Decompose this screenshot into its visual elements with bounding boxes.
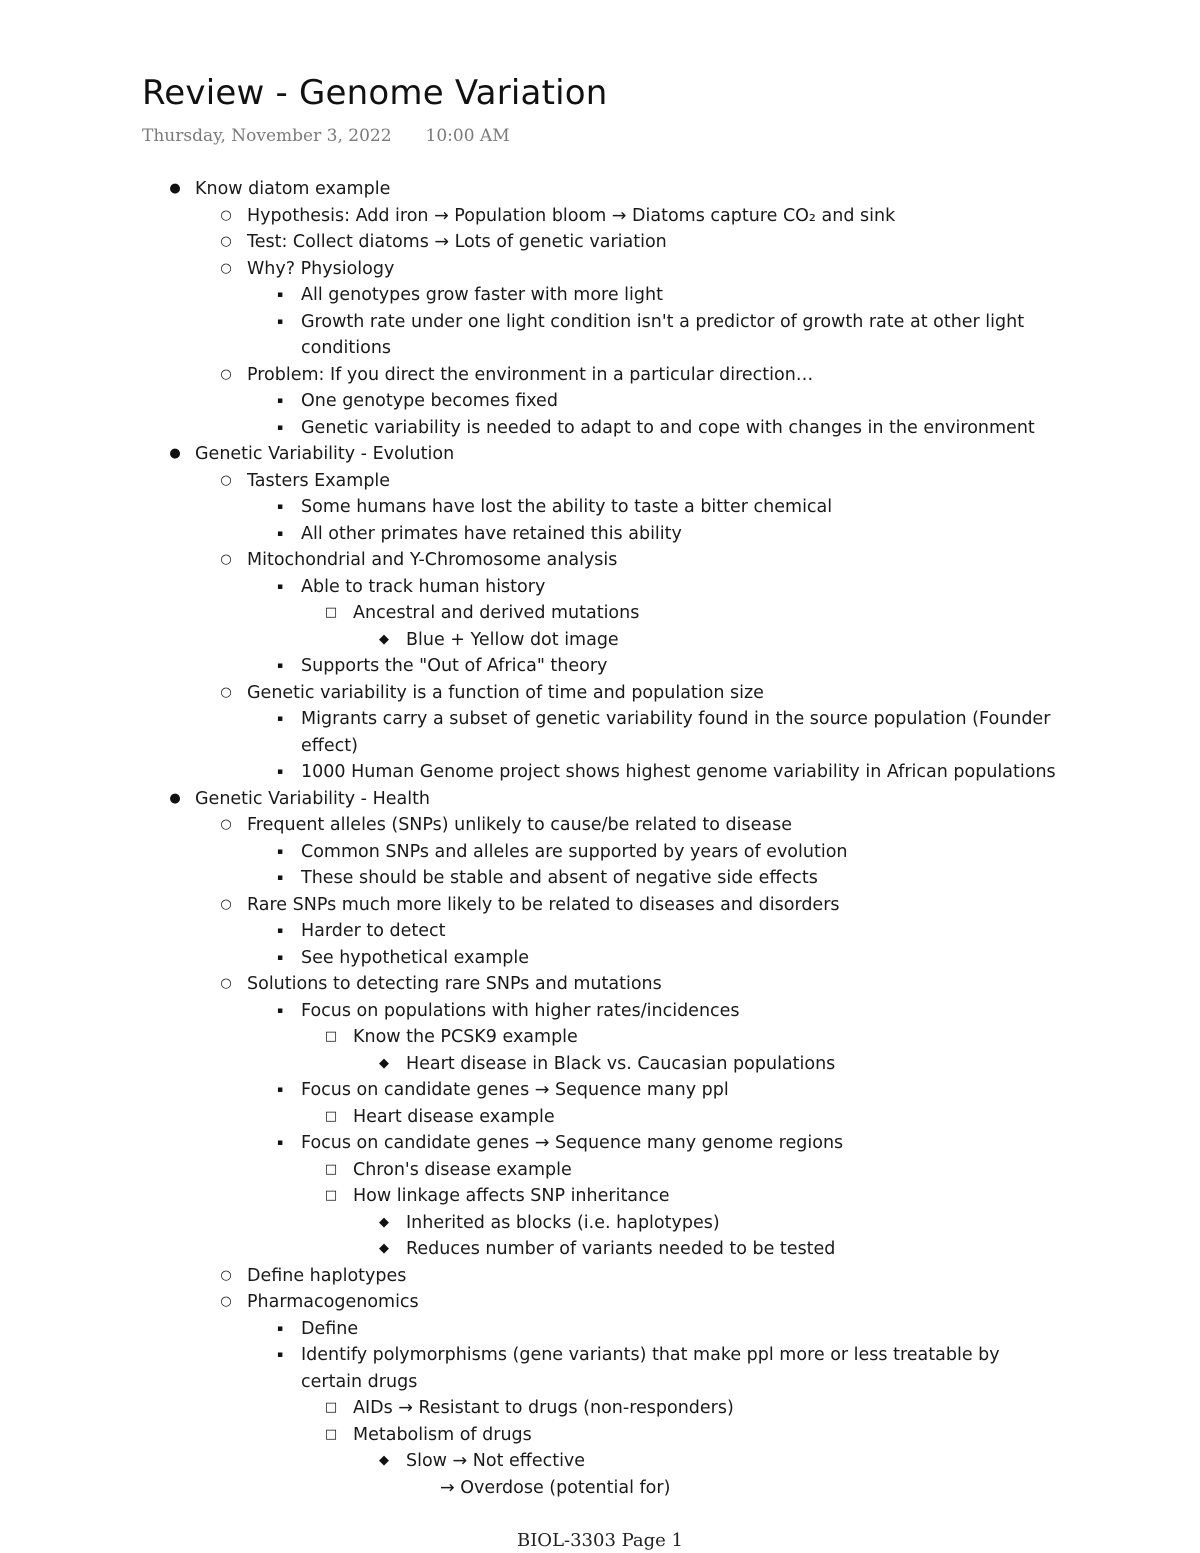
outline-line [0,256,1200,283]
outline-line [0,1395,1200,1422]
square-bullet-icon: ▪ [276,846,284,857]
outline-line [0,1130,1200,1157]
diamond-bullet-icon: ◆ [379,1055,389,1071]
outline-line [0,547,1200,574]
circle-bullet-icon: ○ [220,976,232,991]
outline-text: Able to track human history [301,576,546,597]
square-bullet-icon: ▪ [276,661,284,671]
page-title: Review - Genome Variation [142,73,608,113]
square-bullet-icon: ▪ [276,1085,284,1095]
outline-line [0,1210,1200,1237]
square-bullet-icon: ▪ [276,714,284,724]
outline-text: Heart disease in Black vs. Caucasian populations [406,1053,836,1074]
circle-bullet-icon: ○ [220,684,232,700]
box-bullet-icon: □ [324,1161,338,1177]
outline-text: Identify polymorphisms (gene variants) that make ppl more or less treatable by [301,1345,1000,1365]
circle-bullet-icon: ○ [220,817,232,832]
outline-text: Blue + Yellow dot image [406,629,619,650]
outline-text: Define [301,1318,359,1339]
outline-text: → Overdose (potential for) [440,1477,671,1498]
outline-text: Genetic Variability - Health [195,788,431,809]
outline-text: Focus on candidate genes → Sequence many ppl [301,1080,729,1100]
outline-text: Some humans have lost the ability to taste a bitter chemical [301,497,833,517]
circle-bullet-icon: ○ [220,207,232,223]
square-bullet-icon: ▪ [276,528,284,539]
outline-line [0,494,1200,521]
outline-line [0,653,1200,680]
outline-line [0,812,1200,839]
diamond-bullet-icon: ◆ [379,631,389,647]
outline-text: Common SNPs and alleles are supported by years of evolution [301,841,848,862]
outline-line [0,574,1200,601]
outline-text: Why? Physiology [247,258,395,279]
outline-line [0,1289,1200,1316]
square-bullet-icon: ▪ [276,1350,284,1360]
outline-text: Metabolism of drugs [353,1424,532,1445]
circle-bullet-icon: ○ [220,1267,232,1283]
outline-text: Genetic Variability - Evolution [195,444,455,464]
outline-line [0,1316,1200,1343]
outline-line [0,362,1200,389]
box-bullet-icon: □ [324,605,338,620]
square-bullet-icon: ▪ [276,1005,284,1016]
outline-text: Growth rate under one light condition isn't a predictor of growth rate at other light [301,311,1025,332]
outline-text: Chron's disease example [353,1159,572,1180]
outline-text: certain drugs [301,1371,418,1392]
outline-text: Slow → Not effective [406,1451,586,1471]
page-footer: BIOL-3303 Page 1 [516,1530,684,1551]
note-time: 10:00 AM [425,126,510,146]
outline-line [0,1263,1200,1290]
outline-text: Define haplotypes [247,1265,407,1286]
outline-text: Pharmacogenomics [247,1292,419,1312]
outline-text: Inherited as blocks (i.e. haplotypes) [406,1212,720,1233]
outline-line [0,309,1200,336]
outline-text: AIDs → Resistant to drugs (non-responders) [353,1398,734,1418]
outline-line [0,706,1200,733]
circle-bullet-icon: ○ [220,234,232,249]
outline-text: Heart disease example [353,1106,555,1127]
outline-text: All genotypes grow faster with more light [301,285,663,305]
outline-line [0,1475,1200,1502]
note-timestamp [142,126,510,146]
outline-line [0,1024,1200,1051]
outline-line [0,839,1200,866]
square-bullet-icon: ▪ [276,926,284,936]
diamond-bullet-icon: ◆ [379,1214,389,1230]
outline-text: These should be stable and absent of negative side effects [301,868,818,888]
outline-line [0,1077,1200,1104]
outline-line [0,1157,1200,1184]
outline-line [0,627,1200,654]
outline-line [0,865,1200,892]
disc-bullet-icon: ● [169,446,181,461]
outline-text: conditions [301,338,392,358]
outline-line [0,521,1200,548]
box-bullet-icon: □ [324,1400,338,1415]
outline-line [0,1183,1200,1210]
outline-line [0,733,1200,760]
circle-bullet-icon: ○ [220,260,232,276]
outline-text: Harder to detect [301,921,446,941]
outline-text: Reduces number of variants needed to be tested [406,1239,836,1259]
outline-line [0,600,1200,627]
outline-line [0,468,1200,495]
outline-text: See hypothetical example [301,947,530,968]
outline-line [0,971,1200,998]
outline-line [0,786,1200,813]
outline-text: effect) [301,735,358,756]
outline-text: Know the PCSK9 example [353,1027,578,1047]
outline-notes [0,176,1200,1501]
circle-bullet-icon: ○ [220,552,232,567]
circle-bullet-icon: ○ [220,366,232,382]
box-bullet-icon: □ [324,1426,338,1442]
outline-text: Hypothesis: Add iron → Population bloom → Diatoms capture CO₂ and sink [247,205,896,226]
square-bullet-icon: ▪ [276,1138,284,1148]
outline-line [0,388,1200,415]
outline-line [0,203,1200,230]
outline-text: How linkage affects SNP inheritance [353,1186,670,1206]
outline-line [0,1104,1200,1131]
outline-text: Rare SNPs much more likely to be related to diseases and disorders [247,894,840,915]
square-bullet-icon: ▪ [276,767,284,777]
circle-bullet-icon: ○ [220,1294,232,1309]
diamond-bullet-icon: ◆ [379,1241,389,1256]
box-bullet-icon: □ [324,1188,338,1203]
outline-text: Tasters Example [247,470,391,491]
outline-line [0,1422,1200,1449]
outline-line [0,759,1200,786]
outline-text: Focus on populations with higher rates/incidences [301,1000,740,1021]
outline-line [0,1369,1200,1396]
disc-bullet-icon: ● [169,181,181,196]
circle-bullet-icon: ○ [220,472,232,488]
note-date: Thursday, November 3, 2022 [142,126,392,146]
outline-text: Solutions to detecting rare SNPs and mutations [247,974,662,994]
outline-text: 1000 Human Genome project shows highest genome variability in African populations [301,762,1056,782]
square-bullet-icon: ▪ [276,396,284,406]
outline-text: Genetic variability is a function of time and population size [247,682,764,703]
outline-text: Supports the "Out of Africa" theory [301,656,608,676]
square-bullet-icon: ▪ [276,581,284,592]
outline-line [0,680,1200,707]
circle-bullet-icon: ○ [220,896,232,912]
outline-line [0,892,1200,919]
outline-line [0,1448,1200,1475]
outline-line [0,998,1200,1025]
square-bullet-icon: ▪ [276,952,284,963]
outline-line [0,335,1200,362]
outline-line [0,415,1200,442]
outline-text: Migrants carry a subset of genetic variability found in the source population (Founder [301,709,1051,729]
box-bullet-icon: □ [324,1029,338,1044]
outline-line [0,229,1200,256]
outline-text: Test: Collect diatoms → Lots of genetic variation [247,232,667,252]
outline-text: Focus on candidate genes → Sequence many genome regions [301,1133,844,1153]
outline-line [0,441,1200,468]
outline-text: Know diatom example [195,179,391,199]
outline-line [0,945,1200,972]
square-bullet-icon: ▪ [276,422,284,433]
outline-line [0,1236,1200,1263]
outline-text: One genotype becomes fixed [301,391,558,411]
outline-text: Ancestral and derived mutations [353,603,640,623]
square-bullet-icon: ▪ [276,290,284,300]
square-bullet-icon: ▪ [276,316,284,327]
outline-line [0,1342,1200,1369]
outline-text: Genetic variability is needed to adapt to and cope with changes in the environment [301,417,1035,438]
box-bullet-icon: □ [324,1108,338,1124]
square-bullet-icon: ▪ [276,1323,284,1334]
square-bullet-icon: ▪ [276,873,284,883]
outline-line [0,176,1200,203]
outline-text: Problem: If you direct the environment in a particular direction… [247,364,814,385]
outline-line [0,282,1200,309]
square-bullet-icon: ▪ [276,502,284,512]
outline-line [0,918,1200,945]
outline-text: Mitochondrial and Y-Chromosome analysis [247,550,618,570]
diamond-bullet-icon: ◆ [379,1453,389,1468]
disc-bullet-icon: ● [169,790,181,806]
outline-line [0,1051,1200,1078]
outline-text: All other primates have retained this ability [301,523,682,544]
outline-text: Frequent alleles (SNPs) unlikely to cause/be related to disease [247,815,792,835]
